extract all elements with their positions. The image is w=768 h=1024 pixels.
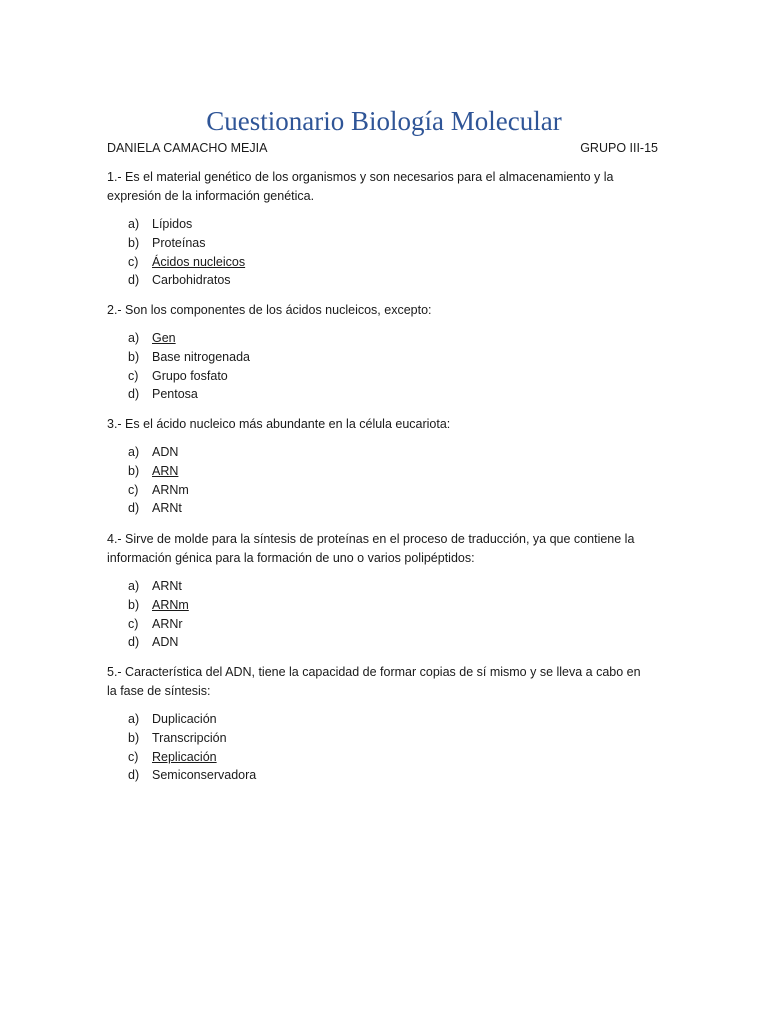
option-text: Carbohidratos — [152, 273, 231, 288]
option-text: Semiconservadora — [152, 768, 257, 783]
question-5-options — [128, 710, 256, 785]
option-5a — [128, 710, 256, 729]
option-letter: b) — [128, 463, 140, 478]
option-letter: a) — [128, 331, 140, 345]
option-letter: a) — [128, 445, 140, 459]
option-text: Lípidos — [152, 217, 193, 231]
option-3b — [128, 462, 189, 481]
option-text-correct: Ácidos nucleicos — [152, 254, 246, 269]
student-name: DANIELA CAMACHO MEJIA — [107, 141, 268, 155]
question-1: 1.- Es el material genético de los organismos y son necesarios para el almacenamiento y la expresión de la información genética. — [107, 170, 614, 203]
option-3a — [128, 443, 189, 462]
question-4: 4.- Sirve de molde para la síntesis de proteínas en el proceso de traducción, ya que contiene la información génica para la formación de uno o varios polipéptidos: — [107, 532, 635, 565]
option-2b — [128, 348, 250, 367]
option-text: ARNr — [152, 616, 183, 631]
option-5c — [128, 748, 256, 767]
question-5: 5.- Característica del ADN, tiene la capacidad de formar copias de sí mismo y se lleva a cabo en la fase de síntesis: — [107, 665, 641, 698]
option-3c — [128, 481, 189, 500]
option-letter: a) — [128, 579, 140, 593]
option-2c — [128, 367, 250, 386]
option-2a — [128, 329, 250, 348]
option-letter: c) — [128, 749, 139, 764]
option-text: Transcripción — [152, 730, 227, 745]
option-text: Proteínas — [152, 235, 206, 250]
option-1c — [128, 253, 245, 272]
option-text-correct: Gen — [152, 331, 176, 345]
option-letter: b) — [128, 597, 140, 612]
option-text-correct: ARN — [152, 463, 179, 478]
option-5d — [128, 766, 256, 785]
option-letter: c) — [128, 616, 139, 631]
option-letter: d) — [128, 387, 140, 402]
question-3-options — [128, 443, 189, 518]
option-text: ADN — [152, 635, 179, 650]
option-letter: b) — [128, 730, 140, 745]
question-3: 3.- Es el ácido nucleico más abundante en la célula eucariota: — [107, 417, 451, 431]
option-letter: b) — [128, 349, 140, 364]
option-4a — [128, 577, 189, 596]
group-label: GRUPO III-15 — [580, 141, 658, 155]
question-2-options — [128, 329, 250, 404]
option-1a — [128, 215, 245, 234]
option-letter: d) — [128, 635, 140, 650]
option-letter: c) — [128, 254, 139, 269]
option-letter: d) — [128, 273, 140, 288]
option-1b — [128, 234, 245, 253]
option-text: ARNm — [152, 482, 189, 497]
option-text-correct: Replicación — [152, 749, 217, 764]
option-5b — [128, 729, 256, 748]
option-letter: d) — [128, 501, 140, 516]
option-text: Grupo fosfato — [152, 368, 228, 383]
option-4c — [128, 615, 189, 634]
option-text: ADN — [152, 445, 179, 459]
option-text: Duplicación — [152, 712, 217, 726]
option-letter: a) — [128, 217, 140, 231]
option-2d — [128, 385, 250, 404]
option-text: Pentosa — [152, 387, 198, 402]
question-4-options — [128, 577, 189, 652]
document-title: Cuestionario Biología Molecular — [206, 106, 562, 136]
option-text: ARNt — [152, 579, 182, 593]
option-3d — [128, 499, 189, 518]
option-4d — [128, 633, 189, 652]
option-letter: d) — [128, 768, 140, 783]
option-text: ARNt — [152, 501, 182, 516]
option-4b — [128, 596, 189, 615]
option-text-correct: ARNm — [152, 597, 189, 612]
question-2: 2.- Son los componentes de los ácidos nucleicos, excepto: — [107, 303, 432, 317]
option-letter: c) — [128, 368, 139, 383]
question-1-options — [128, 215, 245, 290]
option-letter: a) — [128, 712, 140, 726]
option-letter: b) — [128, 235, 140, 250]
option-text: Base nitrogenada — [152, 349, 250, 364]
option-letter: c) — [128, 482, 139, 497]
option-1d — [128, 271, 245, 290]
